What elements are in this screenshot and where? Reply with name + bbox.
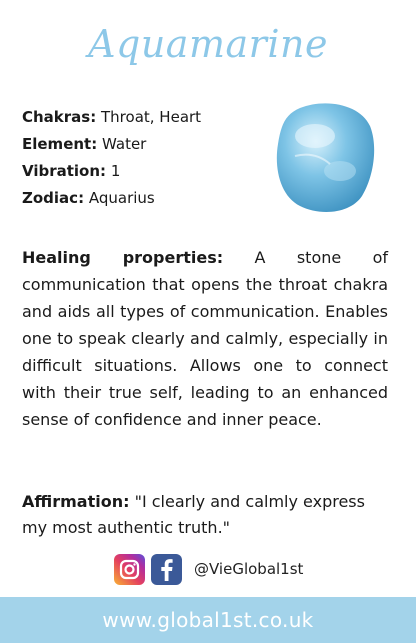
facebook-icon[interactable]	[151, 554, 182, 585]
zodiac-value: Aquarius	[88, 189, 155, 207]
chakras-value: Throat, Heart	[101, 108, 202, 126]
affirmation-label: Affirmation:	[22, 492, 130, 511]
element-label: Element:	[22, 135, 98, 153]
zodiac-label: Zodiac:	[22, 189, 85, 207]
vibration-row	[22, 158, 201, 185]
footer-bar	[0, 597, 416, 643]
healing-properties-paragraph	[22, 244, 388, 433]
vibration-value: 1	[110, 162, 121, 180]
chakras-row	[22, 104, 201, 131]
chakras-label: Chakras:	[22, 108, 97, 126]
social-handle[interactable]: @VieGlobal1st	[194, 560, 304, 578]
card-title: Aquamarine	[88, 22, 328, 66]
vibration-label: Vibration:	[22, 162, 107, 180]
healing-text: A stone of communication that opens the throat chakra and aids all types of communication. Enables one to speak clearly and calmly, especially in difficult situations. Allows one to connect with their true self, leading to an enhanced sense of confidence and inner peace.	[22, 248, 388, 429]
instagram-icon[interactable]	[114, 554, 145, 585]
social-row	[114, 553, 303, 585]
element-row	[22, 131, 201, 158]
aquamarine-stone-image	[270, 96, 378, 216]
affirmation-paragraph	[22, 489, 388, 541]
crystal-properties	[22, 104, 201, 212]
website-link[interactable]: www.global1st.co.uk	[102, 608, 314, 632]
healing-label: Healing properties:	[22, 248, 224, 267]
zodiac-row	[22, 185, 201, 212]
affirmation-text: "I clearly and calmly express my most authentic truth."	[22, 492, 365, 537]
element-value: Water	[102, 135, 147, 153]
